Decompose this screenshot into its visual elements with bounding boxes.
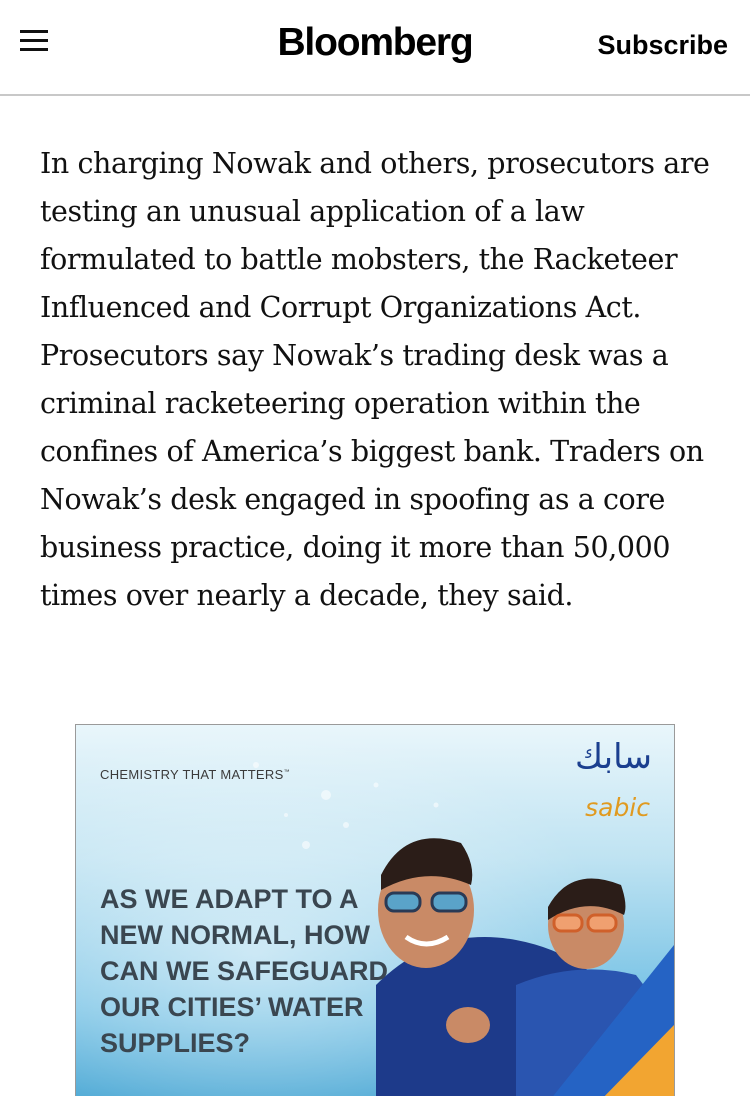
ad-tagline: [100, 767, 290, 782]
article-paragraph: In charging Nowak and others, prosecutors are testing an unusual application of a law formulated to battle mobsters, the Racketeer Influenced and Corrupt Organizations Act. Prosecutors say Nowak’s trading desk was a criminal racketeering operation within the confines of America’s biggest bank. Traders on Nowak’s desk engaged in spoofing as a core business practice, doing it more than 50,000 times over nearly a decade, they said.: [40, 147, 710, 612]
bloomberg-logo-link[interactable]: Bloomberg: [277, 21, 473, 64]
ad-headline: AS WE ADAPT TO A NEW NORMAL, HOW CAN WE SAFEGUARD OUR CITIES’ WATER SUPPLIES?: [100, 884, 388, 1058]
article-body: [40, 140, 730, 620]
ad-tagline-text: CHEMISTRY THAT MATTERS: [100, 767, 284, 782]
top-navigation-bar: [0, 0, 750, 96]
sabic-latin-logo: sabic: [585, 793, 650, 822]
trademark-mark: ™: [283, 769, 290, 776]
sabic-arabic-logo: سابك: [575, 737, 652, 777]
advertisement-banner[interactable]: [75, 724, 675, 1096]
hamburger-menu-icon[interactable]: [20, 30, 48, 52]
swimmer-hand: [446, 1007, 490, 1043]
subscribe-button[interactable]: Subscribe: [597, 30, 728, 60]
